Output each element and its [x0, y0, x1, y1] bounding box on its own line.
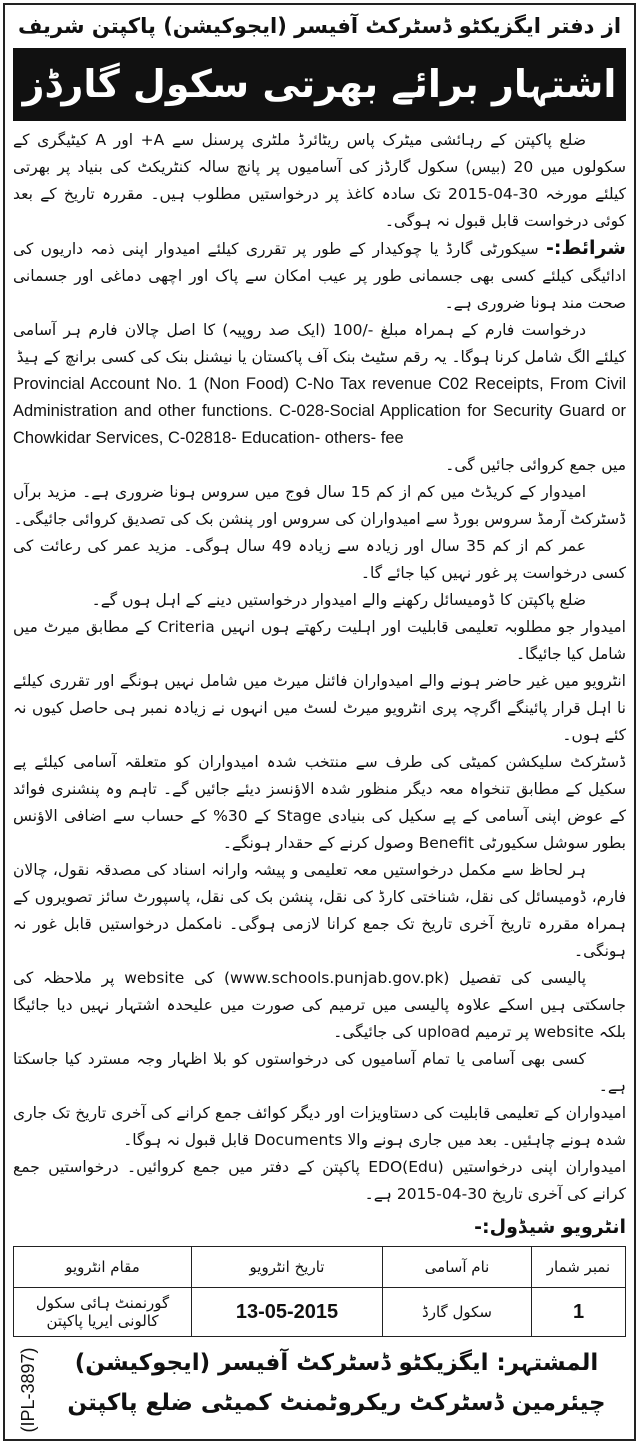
advertiser-footer: [47, 1343, 626, 1423]
service-paragraph: امیدوار کے کریڈٹ میں کم از کم 15 سال فوج میں سروس ہونا ضروری ہے۔ مزید برآں ڈسٹرکٹ آرمڈ سروس بورڈ سے امیدواران کی سروس اور پنشن بک کی تصدیق کروائی جائیگی۔: [13, 483, 626, 528]
cell-date: 13-05-2015: [192, 1288, 383, 1337]
ad-title: اشتہار برائے بھرتی سکول گارڈز: [13, 48, 626, 121]
cell-serial: 1: [532, 1288, 626, 1337]
footer-area: [13, 1343, 626, 1433]
submit-paragraph: امیدواران اپنی درخواستیں EDO(Edu) پاکپتن کے دفتر میں جمع کروائیں۔ درخواستیں جمع کرانے کی آخری تاریخ 30-04-2015 ہے۔: [13, 1158, 626, 1203]
header-serial: نمبر شمار: [532, 1247, 626, 1288]
ad-body: [13, 127, 626, 1208]
age-paragraph: عمر کم از کم 35 سال اور زیادہ سے زیادہ 49 سال ہوگی۔ مزید عمر کی رعائت کی کسی درخواست پر غور نہیں کیا جائے گا۔: [13, 537, 626, 582]
issued-paragraph: امیدواران کے تعلیمی قابلیت کی دستاویزات اور دیگر کوائف جمع کرانے کی آخری تاریخ تک جاری شدہ ہونے چاہئیں۔ بعد میں جاری ہونے والا Documents قابل قبول نہ ہوگا۔: [13, 1104, 626, 1149]
documents-paragraph: ہر لحاظ سے مکمل درخواستیں معہ تعلیمی و پیشہ وارانہ اسناد کی مصدقہ نقول، چالان فارم، ڈومیسائل کی نقل، شناختی کارڈ کی نقل، پنشن بک کی نقل، پاسپورٹ سائز تصویروں کے ہمراہ مقررہ تاریخ آخری تاریخ تک جمع کرانا لازمی ہوگی۔ نامکمل درخواستیں قابل غور نہ ہونگی۔: [13, 861, 626, 960]
absent-paragraph: انٹرویو میں غیر حاضر ہونے والے امیدواران فائنل میرٹ میں شامل نہیں ہونگے اور تقرری کیلئے نا اہل قرار پائینگے اگرچہ پری انٹرویو میرٹ لسٹ میں انہوں نے زیادہ نمبر ہی حاصل کیوں نہ کئے ہوں۔: [13, 672, 626, 744]
domicile-paragraph: ضلع پاکپتن کا ڈومیسائل رکھنے والے امیدوار درخواستیں دینے کے اہل ہوں گے۔: [91, 591, 586, 609]
ad-code: (IPL-3897): [18, 1347, 38, 1433]
conditions-label: شرائط:-: [546, 237, 626, 259]
table-row: [14, 1288, 626, 1337]
office-header: از دفتر ایگزیکٹو ڈسٹرکٹ آفیسر (ایجوکیشن) پاکپتن شریف: [17, 14, 622, 38]
advertiser-line: المشتہر: ایگزیکٹو ڈسٹرکٹ آفیسر (ایجوکیشن): [74, 1350, 599, 1376]
reject-paragraph: کسی بھی آسامی یا تمام آسامیوں کی درخواستوں کو بلا اظہار وجہ مسترد کیا جاسکتا ہے۔: [13, 1050, 626, 1095]
policy-paragraph: پالیسی کی تفصیل (www.schools.punjab.gov.pk) کی website پر ملاحظہ کی جاسکتی ہیں اسکے علاوہ پالیسی میں ترمیم کی صورت میں علیحدہ اشتہار نہیں دیا جائیگا بلکہ website پر ترمیم upload کی جائیگی۔: [13, 969, 626, 1041]
salary-paragraph: ڈسٹرکٹ سلیکشن کمیٹی کی طرف سے منتخب شدہ امیدواران کو متعلقہ آسامی کیلئے پے سکیل کے مطابق تنخواہ معہ دیگر منظور شدہ الاؤنسز دیئے جائیں گے۔ تاہم وہ پنشنری فوائد کے عوض اپنی آسامی کے پے سکیل کی بنیادی Stage کے 30% کے حساب سے اضافی الاؤنس بطور سوشل سکیورٹی Benefit وصول کرنے کے حقدار ہونگے۔: [13, 753, 626, 852]
table-header-row: [14, 1247, 626, 1288]
conditions-paragraph: [13, 235, 626, 317]
cell-venue: گورنمنٹ ہائی سکول کالونی ایریا پاکپتن: [14, 1288, 192, 1337]
intro-paragraph: ضلع پاکپتن کے رہائشی میٹرک پاس ریٹائرڈ ملٹری پرسنل سے A+ اور A کیٹیگری کے سکولوں میں 20 (بیس) سکول گارڈز کی آسامیوں پر پانچ سالہ کنٹریکٹ کی بنیاد پر بھرتی کیلئے مورخہ 30-04-2015 تک سادہ کاغذ پر درخواستیں مطلوب ہیں۔ مقررہ تاریخ کے بعد کوئی درخواست قابل قبول نہ ہوگی۔: [13, 131, 627, 230]
fee-paragraph: درخواست فارم کے ہمراہ مبلغ -/100 (ایک صد روپیہ) کا اصل چالان فارم ہر آسامی کیلئے الگ شامل کرنا ہوگا۔ یہ رقم سٹیٹ بنک آف پاکستان یا نیشنل بنک کی کسی برانچ کے ہیڈ: [13, 321, 626, 366]
schedule-heading: انٹرویو شیڈول:-: [474, 1216, 626, 1238]
chairman-line: چیئرمین ڈسٹرکٹ ریکروٹمنٹ کمیٹی ضلع پاکپتن: [67, 1390, 606, 1416]
conditions-text: سیکورٹی گارڈ یا چوکیدار کے طور پر تقرری کیلئے امیدوار اپنی ذمہ داریوں کی ادائیگی کیلئے کسی بھی جسمانی طور پر عیب امکان سے پاک اور اچھی دماغی اور جسمانی صحت مند ہونا ضروری ہے۔: [13, 240, 626, 312]
header-venue: مقام انٹرویو: [14, 1247, 192, 1288]
fee-account-details: Provincial Account No. 1 (Non Food) C-No Tax revenue C02 Receipts, From Civil Administration and other functions. C-028-Social Application for Security Guard or Chowkidar Services, C-02818- Education- others- fee: [13, 375, 626, 447]
cell-post: سکول گارڈ: [383, 1288, 532, 1337]
header-date: تاریخ انٹرویو: [192, 1247, 383, 1288]
ad-border: [3, 3, 636, 1441]
fee-tail: میں جمع کروائی جائیں گی۔: [445, 456, 626, 474]
criteria-paragraph: امیدوار جو مطلوبہ تعلیمی قابلیت اور اہلیت رکھتے ہوں انہیں Criteria کے مطابق میرٹ میں شامل کیا جائیگا۔: [13, 618, 626, 663]
interview-schedule-table: [13, 1246, 626, 1337]
header-post: نام آسامی: [383, 1247, 532, 1288]
